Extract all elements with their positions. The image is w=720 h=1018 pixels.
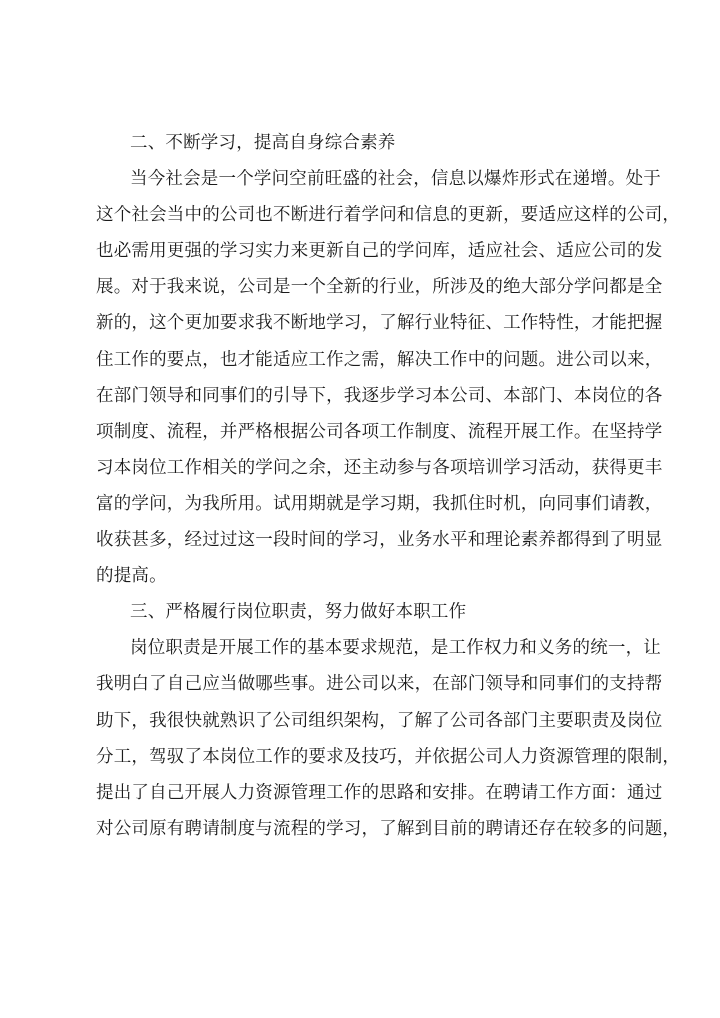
section-heading-2: 二、不断学习，提高自身综合素养 [130, 133, 396, 153]
paragraph-line: 分工，驾驭了本岗位工作的要求及技巧，并依据公司人力资源管理的限制， [96, 746, 681, 767]
paragraph-line: 习本岗位工作相关的学问之余，还主动参与各项培训学习活动，获得更丰 [96, 457, 663, 478]
paragraph-line: 收获甚多，经过过这一段时间的学习，业务水平和理论素养都得到了明显 [96, 530, 663, 551]
paragraph-line: 当今社会是一个学问空前旺盛的社会，信息以爆炸形式在递增。处于 [130, 169, 661, 190]
section-heading-3: 三、严格履行岗位职责，努力做好本职工作 [130, 602, 467, 623]
paragraph-line: 我明白了自己应当做哪些事。进公司以来，在部门领导和同事们的支持帮 [96, 674, 663, 695]
paragraph-line: 新的，这个更加要求我不断地学习，了解行业特征、工作特性，才能把握 [96, 313, 663, 334]
paragraph-line: 项制度、流程，并严格根据公司各项工作制度、流程开展工作。在坚持学 [96, 421, 663, 442]
paragraph-line: 对公司原有聘请制度与流程的学习，了解到目前的聘请还存在较多的问题， [96, 818, 681, 839]
paragraph-line: 提出了自己开展人力资源管理工作的思路和安排。在聘请工作方面：通过 [96, 782, 663, 803]
paragraph-line: 在部门领导和同事们的引导下，我逐步学习本公司、本部门、本岗位的各 [96, 385, 663, 406]
paragraph-line: 富的学问，为我所用。试用期就是学习期，我抓住时机，向同事们请教， [96, 493, 663, 514]
paragraph-line: 也必需用更强的学习实力来更新自己的学问库，适应社会、适应公司的发 [96, 241, 663, 262]
paragraph-line: 这个社会当中的公司也不断进行着学问和信息的更新，要适应这样的公司， [96, 205, 681, 226]
document-body [96, 125, 681, 847]
paragraph-line: 住工作的要点，也才能适应工作之需，解决工作中的问题。进公司以来， [96, 349, 663, 370]
paragraph-line: 展。对于我来说，公司是一个全新的行业，所涉及的绝大部分学问都是全 [96, 277, 663, 298]
paragraph-line: 助下，我很快就熟识了公司组织架构，了解了公司各部门主要职责及岗位 [96, 710, 663, 731]
paragraph-line: 岗位职责是开展工作的基本要求规范，是工作权力和义务的统一，让 [130, 638, 661, 659]
paragraph-line: 的提高。 [96, 566, 167, 587]
